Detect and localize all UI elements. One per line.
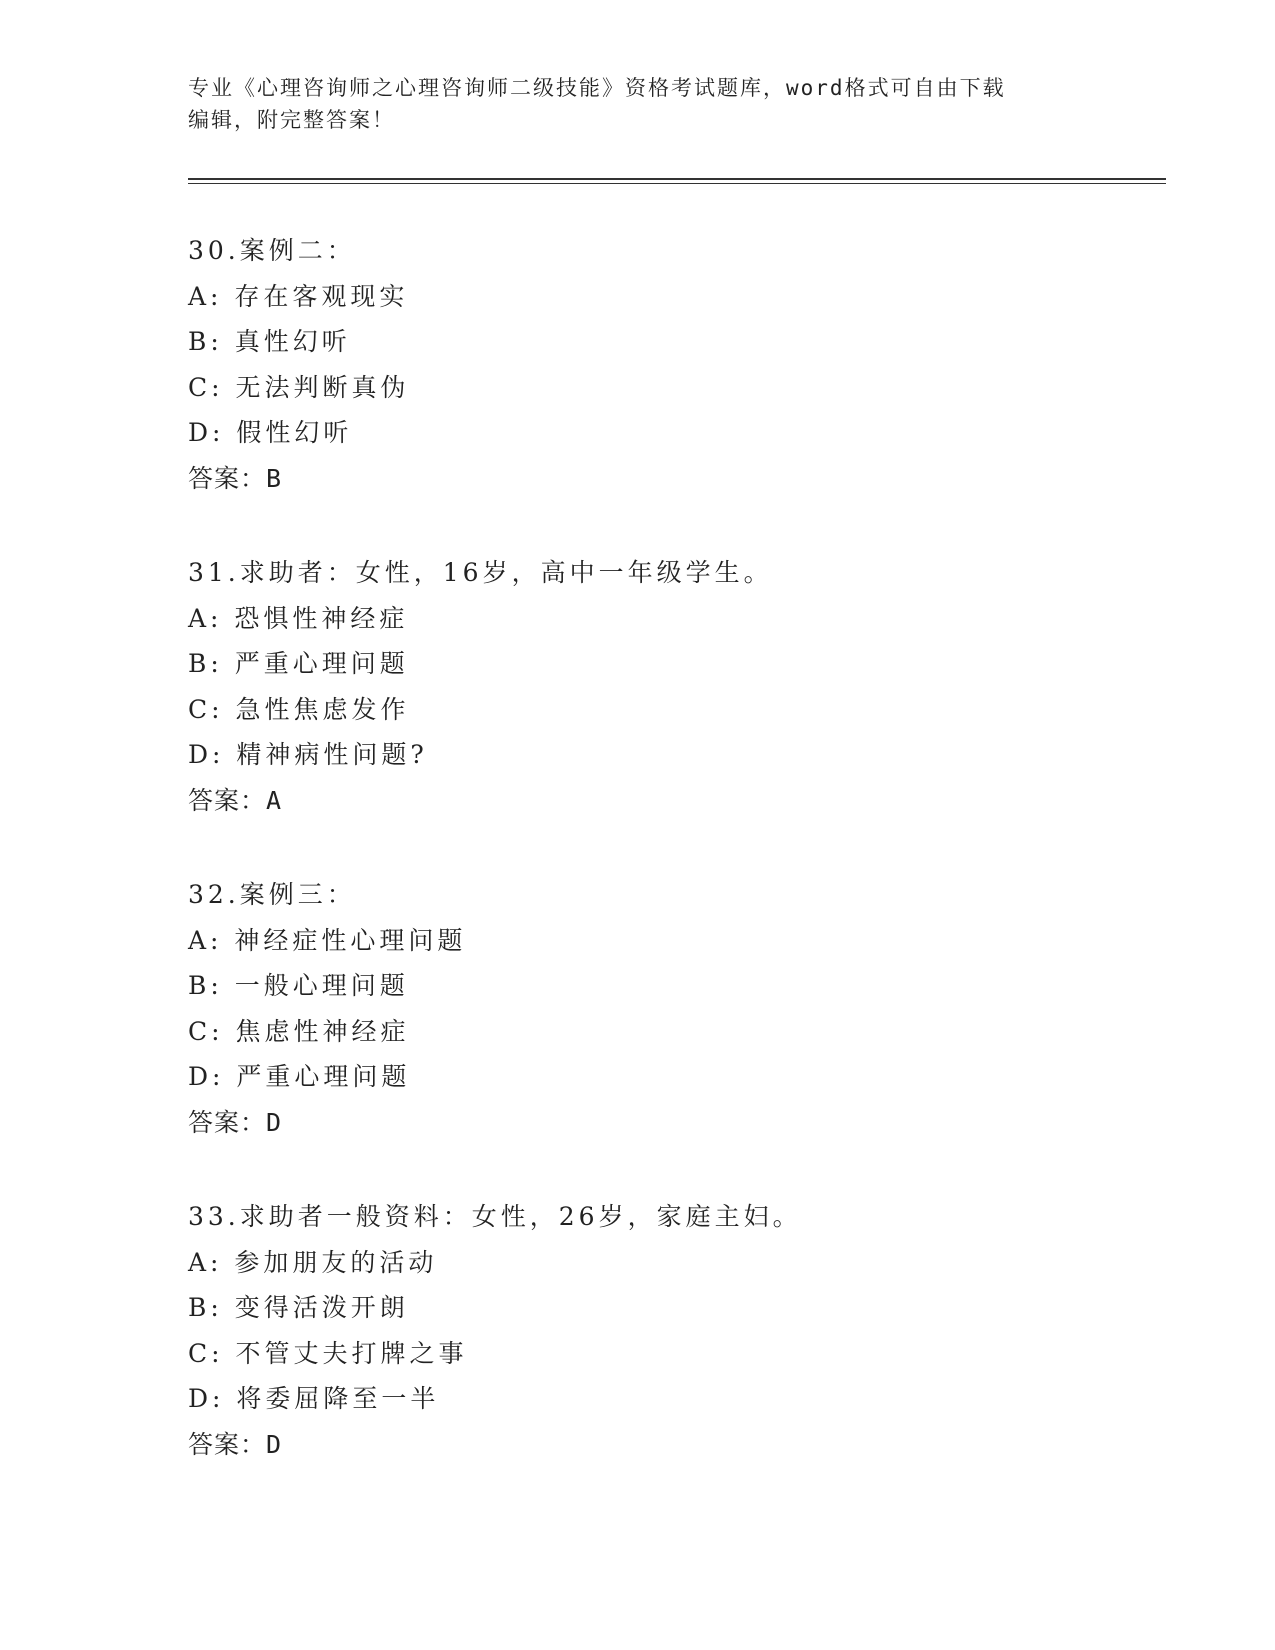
option-b: B: 变得活泼开朗	[188, 1293, 409, 1322]
header-line-1: 专业《心理咨询师之心理咨询师二级技能》资格考试题库，word格式可自由下载	[188, 76, 1006, 100]
question-stem: 33.求助者一般资料：女性，26岁，家庭主妇。	[188, 1202, 802, 1231]
header-divider-thick	[188, 178, 1166, 180]
option-b: B: 严重心理问题	[188, 649, 409, 678]
option-d: D: 将委屈降至一半	[188, 1384, 440, 1413]
option-c: C: 无法判断真伪	[188, 372, 410, 402]
answer: 答案：D	[188, 1107, 283, 1137]
answer: 答案：D	[188, 1429, 283, 1459]
option-a: A: 参加朋友的活动	[188, 1247, 438, 1277]
answer: 答案：A	[188, 785, 283, 815]
option-b: B: 一般心理问题	[188, 971, 409, 1000]
question-33	[188, 1194, 1088, 1467]
question-stem: 30.案例二：	[188, 236, 356, 265]
header-divider-thin	[188, 183, 1166, 184]
option-d: D: 严重心理问题	[188, 1062, 411, 1091]
option-d: D: 假性幻听	[188, 418, 353, 447]
question-30	[188, 228, 1088, 501]
option-c: C: 焦虑性神经症	[188, 1016, 410, 1046]
option-a: A: 存在客观现实	[188, 281, 409, 311]
document-header	[188, 72, 1068, 136]
option-a: A: 神经症性心理问题	[188, 925, 467, 955]
option-d: D: 精神病性问题?	[188, 740, 428, 769]
question-stem: 32.案例三：	[188, 880, 356, 909]
question-stem: 31.求助者：女性，16岁，高中一年级学生。	[188, 558, 773, 587]
question-31	[188, 550, 1088, 823]
answer: 答案：B	[188, 463, 283, 493]
header-line-2: 编辑，附完整答案！	[188, 108, 395, 132]
question-32	[188, 872, 1088, 1145]
option-b: B: 真性幻听	[188, 327, 351, 356]
option-a: A: 恐惧性神经症	[188, 603, 409, 633]
option-c: C: 不管丈夫打牌之事	[188, 1338, 468, 1368]
option-c: C: 急性焦虑发作	[188, 694, 410, 724]
